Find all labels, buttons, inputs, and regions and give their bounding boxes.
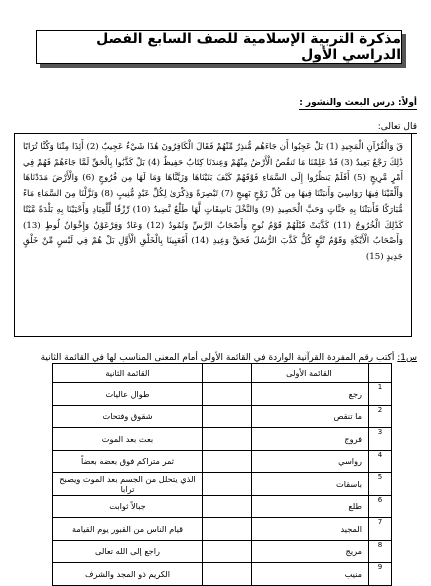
row-number: 4 <box>369 450 392 473</box>
word-meaning: جبالاً ثوابت <box>53 495 203 518</box>
quran-verses-text: قٓ وَالْقُرْآنِ الْمَجِيدِ (1) بَلْ عَجِبُوا أَن جَاءَهُم مُّنذِرٌ مِّنْهُمْ فَقَالَ الْكَافِرُونَ هَٰذَا شَيْءٌ عَجِيبٌ (2) أَئِذَا مِتْنَا وَكُنَّا تُرَابًا ذَٰلِكَ رَجْعٌ بَعِيدٌ (3) قَدْ عَلِمْنَا مَا تَنقُصُ الْأَرْضُ مِنْهُمْ وَعِندَنَا كِتَابٌ حَفِيظٌ (4) بَلْ كَذَّبُوا بِالْحَقِّ لَمَّا جَاءَهُمْ فَهُمْ فِي أَمْرٍ مَّرِيجٍ (5) أَفَلَمْ يَنظُرُوا إِلَى السَّمَاءِ فَوْقَهُمْ كَيْفَ بَنَيْنَاهَا وَزَيَّنَّاهَا وَمَا لَهَا مِن فُرُوجٍ (6) وَالْأَرْضَ مَدَدْنَاهَا وَأَلْقَيْنَا فِيهَا رَوَاسِيَ وَأَنبَتْنَا فِيهَا مِن كُلِّ زَوْجٍ بَهِيجٍ (7) تَبْصِرَةً وَذِكْرَىٰ لِكُلِّ عَبْدٍ مُّنِيبٍ (8) وَنَزَّلْنَا مِنَ السَّمَاءِ مَاءً مُّبَارَكًا فَأَنبَتْنَا بِهِ جَنَّاتٍ وَحَبَّ الْحَصِيدِ (9) وَالنَّخْلَ بَاسِقَاتٍ لَّهَا طَلْعٌ نَّضِيدٌ (10) رِّزْقًا لِّلْعِبَادِ وَأَحْيَيْنَا بِهِ بَلْدَةً مَّيْتًا كَذَٰلِكَ الْخُرُوجُ (11) كَذَّبَتْ قَبْلَهُمْ قَوْمُ نُوحٍ وَأَصْحَابُ الرَّسِّ وَثَمُودُ (12) وَعَادٌ وَفِرْعَوْنُ وَإِخْوَانُ لُوطٍ (13) وَأَصْحَابُ الْأَيْكَةِ وَقَوْمُ تُبَّعٍ كُلٌّ كَذَّبَ الرُّسُلَ فَحَقَّ وَعِيدِ (14) أَفَعَيِينَا بِالْخَلْقِ الْأَوَّلِ بَلْ هُمْ فِي لَبْسٍ مِّنْ خَلْقٍ جَدِيدٍ (15) <box>23 142 404 262</box>
quran-word: رجع <box>252 383 369 406</box>
word-meaning: طوال عاليات <box>53 383 203 406</box>
table-header-row <box>53 364 392 383</box>
table-row <box>53 428 392 451</box>
row-number: 7 <box>369 518 392 541</box>
header-list2: القائمة الثانية <box>53 364 203 383</box>
row-number: 8 <box>369 540 392 563</box>
question-label: س1: <box>397 353 417 363</box>
quran-word: باسقات <box>252 473 369 496</box>
header-num-cell <box>369 364 392 383</box>
word-meaning: بعث بعد الموت <box>53 428 203 451</box>
word-meaning: راجع إلى الله تعالى <box>53 540 203 563</box>
verse-intro-text: قال تعالى: <box>377 122 417 132</box>
table-row <box>53 450 392 473</box>
answer-blank[interactable] <box>203 450 252 473</box>
table-row <box>53 495 392 518</box>
row-number: 1 <box>369 383 392 406</box>
row-number: 3 <box>369 428 392 451</box>
word-meaning: قيام الناس من القبور يوم القيامة <box>53 518 203 541</box>
answer-blank[interactable] <box>203 428 252 451</box>
section-heading-text: أولاً: درس البعث والنشور : <box>299 98 417 108</box>
section-heading <box>299 98 417 108</box>
matching-table <box>52 363 392 586</box>
row-number: 5 <box>369 473 392 496</box>
header-blank-cell <box>203 364 252 383</box>
row-number: 9 <box>369 563 392 586</box>
answer-blank[interactable] <box>203 518 252 541</box>
row-number: 6 <box>369 495 392 518</box>
table-row <box>53 540 392 563</box>
word-meaning: شقوق وفتحات <box>53 405 203 428</box>
table-row <box>53 473 392 496</box>
quran-word: مريج <box>252 540 369 563</box>
quran-word: منيب <box>252 563 369 586</box>
answer-blank[interactable] <box>203 563 252 586</box>
word-meaning: ثمر متراكم فوق بعضه بعضاً <box>53 450 203 473</box>
table-row <box>53 383 392 406</box>
question-text: أكتب رقم المفردة القرآنية الواردة في القائمة الأولى أمام المعنى المناسب لها في القائمة الثانية <box>40 353 395 363</box>
quran-verses-box <box>14 133 412 337</box>
table-row <box>53 518 392 541</box>
answer-blank[interactable] <box>203 383 252 406</box>
word-meaning: الكريم ذو المجد والشرف <box>53 563 203 586</box>
quran-word: ما تنقص <box>252 405 369 428</box>
answer-blank[interactable] <box>203 473 252 496</box>
question-1 <box>41 353 417 363</box>
verse-intro <box>378 122 417 132</box>
answer-blank[interactable] <box>203 405 252 428</box>
answer-blank[interactable] <box>203 540 252 563</box>
word-meaning: الذي يتحلل من الجسم بعد الموت ويصبح ترابا <box>53 473 203 496</box>
table-row <box>53 563 392 586</box>
quran-word: طلع <box>252 495 369 518</box>
quran-word: فروج <box>252 428 369 451</box>
quran-word: رواسي <box>252 450 369 473</box>
table-row <box>53 405 392 428</box>
header-list1: القائمة الأولى <box>252 364 369 383</box>
page-title: مذكرة التربية الإسلامية للصف السابع الفصل الدراسي الأول <box>36 30 402 64</box>
answer-blank[interactable] <box>203 495 252 518</box>
row-number: 2 <box>369 405 392 428</box>
quran-word: المجيد <box>252 518 369 541</box>
